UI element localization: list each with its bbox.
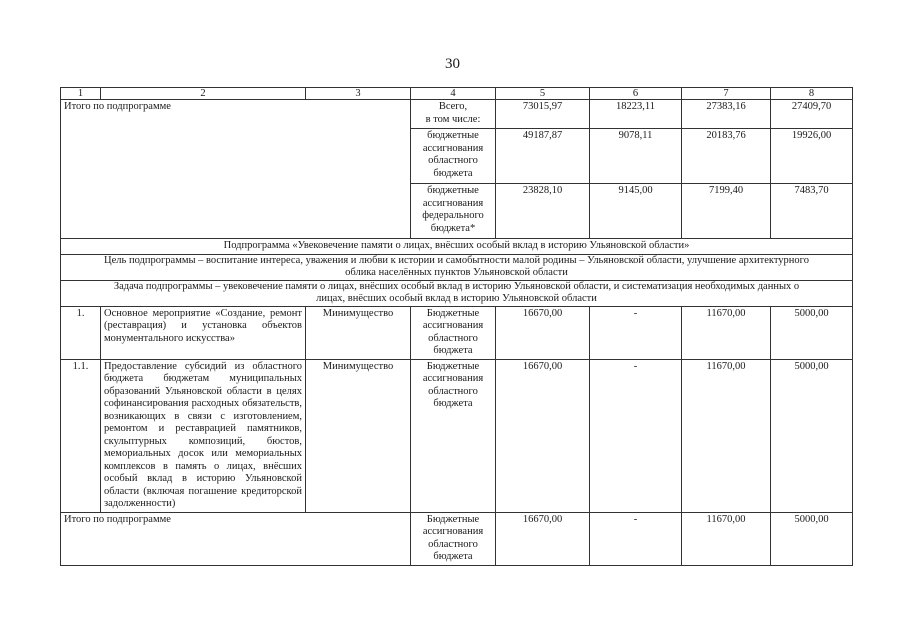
header-row	[61, 88, 853, 100]
header-cell: 2	[101, 88, 306, 100]
value-cell: 9145,00	[590, 184, 682, 239]
source-cell: Бюджетные ассигнования областного бюджета	[411, 359, 496, 512]
value-cell: 11670,00	[682, 512, 771, 565]
total-label: Итого по подпрограмме	[61, 512, 411, 565]
header-cell: 3	[306, 88, 411, 100]
value-cell: 11670,00	[682, 306, 771, 359]
source-cell: бюджетные ассигнования областного бюджета	[411, 129, 496, 184]
value-cell: 27409,70	[771, 100, 853, 129]
value-cell: 16670,00	[496, 359, 590, 512]
table-row	[61, 100, 853, 129]
executor-cell: Минимущество	[306, 359, 411, 512]
header-cell: 4	[411, 88, 496, 100]
header-cell: 8	[771, 88, 853, 100]
value-cell: 5000,00	[771, 512, 853, 565]
value-cell: 16670,00	[496, 512, 590, 565]
value-cell: 5000,00	[771, 359, 853, 512]
source-cell: Всего, в том числе:	[411, 100, 496, 129]
value-cell: 49187,87	[496, 129, 590, 184]
executor-cell: Минимущество	[306, 306, 411, 359]
value-cell: -	[590, 306, 682, 359]
source-cell: Бюджетные ассигнования областного бюджета	[411, 306, 496, 359]
value-cell: -	[590, 512, 682, 565]
value-cell: -	[590, 359, 682, 512]
row-number: 1.	[61, 306, 101, 359]
value-cell: 18223,11	[590, 100, 682, 129]
value-cell: 19926,00	[771, 129, 853, 184]
source-cell: Бюджетные ассигнования областного бюджета	[411, 512, 496, 565]
value-cell: 5000,00	[771, 306, 853, 359]
table-row	[61, 359, 853, 512]
value-cell: 9078,11	[590, 129, 682, 184]
budget-table	[60, 87, 853, 566]
subprogram-goal: Цель подпрограммы – воспитание интереса, уважения и любви к истории и самобытности малой родины – Ульяновской области, улучшение архитектурного облика населённых пунктов Ульяновской области	[61, 254, 853, 280]
table-row	[61, 512, 853, 565]
task-row	[61, 280, 853, 306]
value-cell: 16670,00	[496, 306, 590, 359]
total-label: Итого по подпрограмме	[61, 100, 411, 239]
value-cell: 7199,40	[682, 184, 771, 239]
value-cell: 27383,16	[682, 100, 771, 129]
page-number: 30	[445, 56, 460, 72]
table-row	[61, 306, 853, 359]
value-cell: 11670,00	[682, 359, 771, 512]
goal-row	[61, 254, 853, 280]
value-cell: 73015,97	[496, 100, 590, 129]
header-cell: 7	[682, 88, 771, 100]
header-cell: 5	[496, 88, 590, 100]
subprogram-title: Подпрограмма «Увековечение памяти о лицах, внёсших особый вклад в историю Ульяновской области»	[61, 239, 853, 255]
header-cell: 6	[590, 88, 682, 100]
header-cell: 1	[61, 88, 101, 100]
activity-name: Предоставление субсидий из областного бюджета бюджетам муниципальных образований Ульяновской области в целях софинансирования расходных обязательств, возникающих в связи с изготовлением, ремонтом и реставрацией памятников, скульптурных композиций, бюстов, мемориальных досок или мемориальных комплексов в память о лицах, внёсших особый вклад в историю Ульяновской области (включая погашение кредиторской задолженности)	[101, 359, 306, 512]
value-cell: 23828,10	[496, 184, 590, 239]
value-cell: 20183,76	[682, 129, 771, 184]
row-number: 1.1.	[61, 359, 101, 512]
subprogram-row	[61, 239, 853, 255]
subprogram-task: Задача подпрограммы – увековечение памяти о лицах, внёсших особый вклад в историю Ульяновской области, и систематизация необходимых данных о лицах, внёсших особый вклад в историю Ульяновской области	[61, 280, 853, 306]
source-cell: бюджетные ассигнования федерального бюджета*	[411, 184, 496, 239]
activity-name: Основное мероприятие «Создание, ремонт (реставрация) и установка объектов монументального искусства»	[101, 306, 306, 359]
value-cell: 7483,70	[771, 184, 853, 239]
